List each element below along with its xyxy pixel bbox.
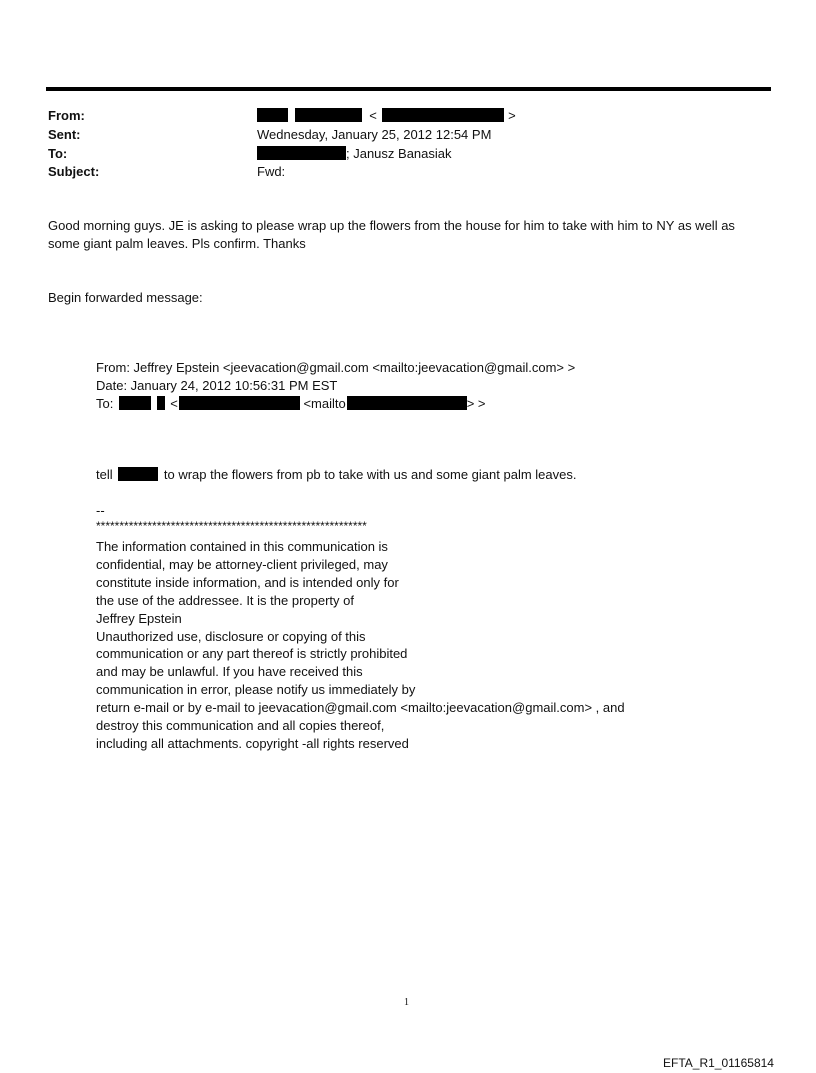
tell-line — [96, 467, 576, 482]
redaction-box — [118, 467, 158, 481]
from-angle-close: > — [508, 108, 516, 123]
forwarded-from-line: From: Jeffrey Epstein <jeevacation@gmail.com <mailto:jeevacation@gmail.com> > — [96, 360, 576, 375]
to-value — [257, 146, 452, 161]
from-angle-open: < — [369, 108, 377, 123]
forwarded-to-line — [96, 396, 486, 411]
redaction-box — [257, 146, 346, 160]
disclaimer-line: Jeffrey Epstein — [96, 610, 182, 626]
tell-suffix: to wrap the flowers from pb to take with us and some giant palm leaves. — [163, 467, 577, 482]
forwarded-to-end: > > — [466, 396, 486, 411]
signature-dashes: -- — [96, 503, 105, 518]
forwarded-to-prefix: To: — [96, 396, 114, 411]
disclaimer-line: The information contained in this communication is — [96, 539, 388, 554]
disclaimer-line: communication or any part thereof is strictly prohibited — [96, 646, 408, 662]
disclaimer-block — [96, 538, 625, 753]
body-line-2: some giant palm leaves. Pls confirm. Thanks — [48, 236, 306, 251]
disclaimer-line: destroy this communication and all copies thereof, — [96, 718, 385, 734]
disclaimer-line: the use of the addressee. It is the property of — [96, 592, 354, 608]
header-rule — [46, 87, 771, 91]
disclaimer-line: constitute inside information, and is intended only for — [96, 574, 399, 590]
disclaimer-line: confidential, may be attorney-client privileged, may — [96, 556, 388, 572]
from-value — [257, 108, 516, 123]
subject-value: Fwd: — [257, 164, 286, 179]
document-id: EFTA_R1_01165814 — [663, 1056, 774, 1070]
disclaimer-line: communication in error, please notify us immediately by — [96, 682, 416, 698]
tell-prefix: tell — [96, 467, 113, 482]
redaction-box — [347, 396, 467, 410]
signature-stars: ********************************************************** — [96, 519, 367, 533]
disclaimer-line: return e-mail or by e-mail to jeevacation@gmail.com <mailto:jeevacation@gmail.com> , and — [96, 700, 625, 716]
body-line-1: Good morning guys. JE is asking to please wrap up the flowers from the house for him to take with him to NY as well as — [48, 218, 735, 233]
to-label: To: — [48, 146, 68, 161]
begin-forwarded-label: Begin forwarded message: — [48, 290, 203, 305]
forwarded-to-mailto: <mailto — [303, 396, 346, 411]
sent-label: Sent: — [48, 127, 81, 142]
disclaimer-line: and may be unlawful. If you have received this — [96, 664, 363, 680]
redaction-box — [382, 108, 504, 122]
redaction-box — [179, 396, 300, 410]
redaction-box — [257, 108, 288, 122]
redaction-box — [295, 108, 362, 122]
disclaimer-line: including all attachments. copyright -all rights reserved — [96, 735, 409, 751]
forwarded-to-angle-open: < — [170, 396, 178, 411]
to-recipient: ; Janusz Banasiak — [346, 146, 452, 161]
disclaimer-line: Unauthorized use, disclosure or copying of this — [96, 628, 366, 644]
forwarded-date-line: Date: January 24, 2012 10:56:31 PM EST — [96, 378, 338, 393]
subject-label: Subject: — [48, 164, 100, 179]
redaction-box — [119, 396, 151, 410]
redaction-box — [157, 396, 165, 410]
from-label: From: — [48, 108, 85, 123]
sent-value: Wednesday, January 25, 2012 12:54 PM — [257, 127, 492, 142]
page-number: 1 — [404, 997, 409, 1008]
